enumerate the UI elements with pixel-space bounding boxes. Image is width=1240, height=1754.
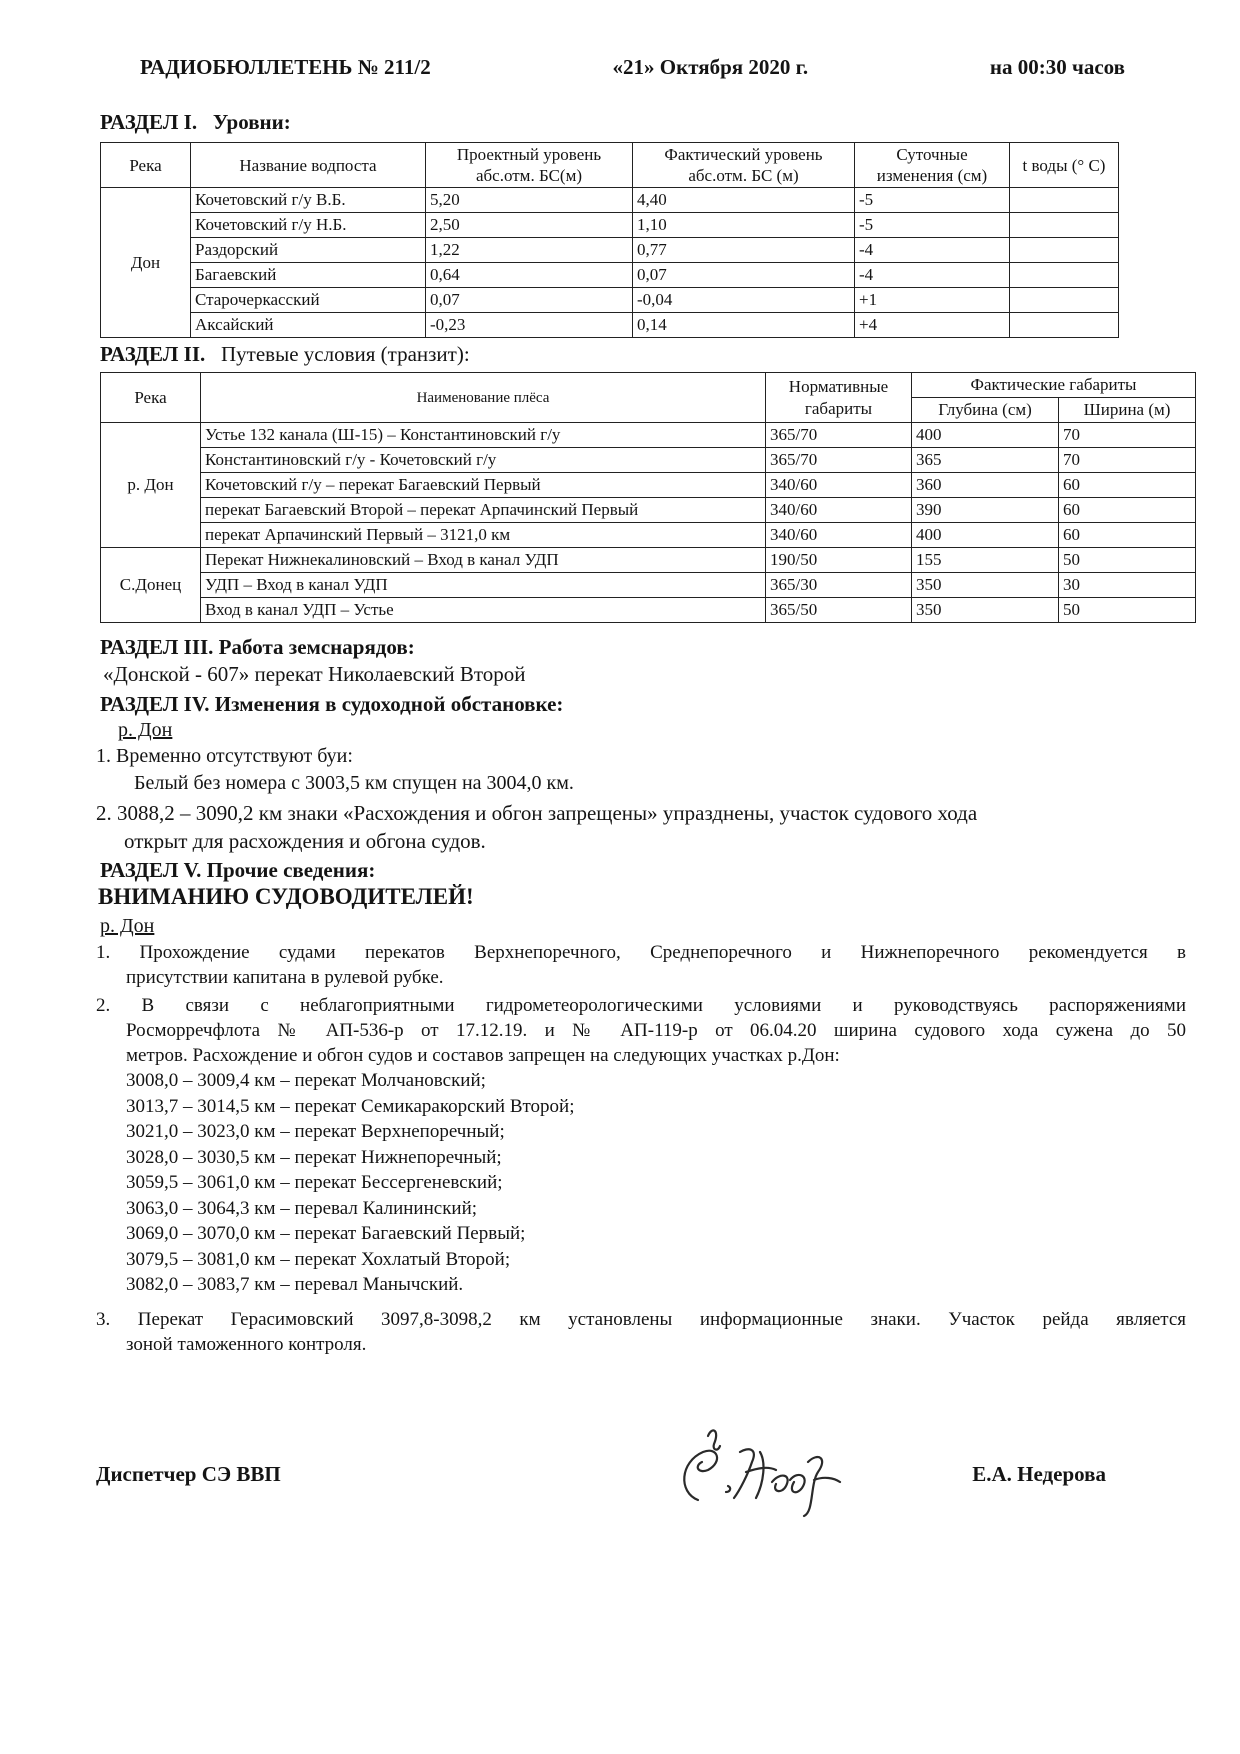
list-item: 3021,0 – 3023,0 км – перекат Верхнепоречный; [126,1121,505,1142]
levels-table [100,142,1119,338]
section5-item3: 3. Перекат Герасимовский 3097,8-3098,2 км установлены информационные знаки. Участок рейда является [96,1309,1186,1330]
table-row: перекат Арпачинский Первый – 3121,0 км 340/60 400 60 [101,523,1196,548]
col-daily-change: Суточные изменения (см) [855,143,1010,188]
table-row: Вход в канал УДП – Устье 365/50 350 50 [101,598,1196,623]
attention-heading: ВНИМАНИЮ СУДОВОДИТЕЛЕЙ! [98,884,474,909]
levels-header-row [101,143,1119,188]
section4-river: р. Дон [118,719,173,741]
table-row: Константиновский г/у - Кочетовский г/у 365/70 365 70 [101,448,1196,473]
col-river: Река [101,143,191,188]
section5-item2-cont2: метров. Расхождение и обгон судов и составов запрещен на следующих участках р.Дон: [126,1045,840,1066]
signature-block [96,1450,1106,1530]
river-cell: Дон [101,188,191,338]
table-row: перекат Багаевский Второй – перекат Арпачинский Первый 340/60 390 60 [101,498,1196,523]
section4-item1-detail: Белый без номера с 3003,5 км спущен на 3004,0 км. [134,772,574,794]
table-row: Старочеркасский 0,07 -0,04 +1 [101,288,1119,313]
dispatcher-name: Е.А. Недерова [972,1462,1106,1486]
river-cell: С.Донец [101,548,201,623]
restricted-sections-list [126,1068,575,1298]
section5-river: р. Дон [100,915,155,937]
section5-item1-cont: присутствии капитана в рулевой рубке. [126,967,444,988]
transit-table [100,372,1196,623]
bulletin-title: РАДИОБЮЛЛЕТЕНЬ № 211/2 [140,55,431,79]
list-item: 3069,0 – 3070,0 км – перекат Багаевский Первый; [126,1223,526,1244]
col-actual-level: Фактический уровень абс.отм. БС (м) [633,143,855,188]
section1-title: РАЗДЕЛ I. Уровни: [100,110,291,134]
section4-item2-cont: открыт для расхождения и обгона судов. [124,829,486,853]
col-river: Река [101,373,201,423]
table-row: Аксайский -0,23 0,14 +4 [101,313,1119,338]
bulletin-date: «21» Октября 2020 г. [612,55,809,79]
transit-header-row [101,373,1196,398]
section3-title: РАЗДЕЛ III. Работа земснарядов: [100,635,415,659]
list-item: 3082,0 – 3083,7 км – перевал Манычский. [126,1274,464,1295]
col-width: Ширина (м) [1059,398,1196,423]
table-row: С.Донец Перекат Нижнекалиновский – Вход в канал УДП 190/50 155 50 [101,548,1196,573]
table-row: Багаевский 0,64 0,07 -4 [101,263,1119,288]
river-cell: р. Дон [101,423,201,548]
table-row: Дон Кочетовский г/у В.Б. 5,20 4,40 -5 [101,188,1119,213]
section5-title: РАЗДЕЛ V. Прочие сведения: [100,858,376,882]
col-normative: Нормативные габариты [766,373,912,423]
table-row: УДП – Вход в канал УДП 365/30 350 30 [101,573,1196,598]
col-project-level: Проектный уровень абс.отм. БС(м) [426,143,633,188]
list-item: 3028,0 – 3030,5 км – перекат Нижнепоречный; [126,1146,502,1168]
dispatcher-role: Диспетчер СЭ ВВП [96,1462,281,1486]
table-row: р. Дон Устье 132 канала (Ш-15) – Константиновский г/у 365/70 400 70 [101,423,1196,448]
col-actual-group: Фактические габариты [912,373,1196,398]
section4-title: РАЗДЕЛ IV. Изменения в судоходной обстановке: [100,692,564,716]
section5-item1: 1. Прохождение судами перекатов Верхнепоречного, Среднепоречного и Нижнепоречного рекомендуется в [96,942,1186,963]
table-row: Кочетовский г/у – перекат Багаевский Первый 340/60 360 60 [101,473,1196,498]
table-row: Кочетовский г/у Н.Б. 2,50 1,10 -5 [101,213,1119,238]
section5-item2-cont1: Росморречфлота № АП-536-р от 17.12.19. и № АП-119-р от 06.04.20 ширина судового хода сужена до 50 [126,1020,1186,1041]
section2-title: РАЗДЕЛ II. Путевые условия (транзит): [100,342,470,366]
bulletin-time: на 00:30 часов [989,55,1125,79]
section4-item2: 2. 3088,2 – 3090,2 км знаки «Расхождения и обгон запрещены» упразднены, участок судового хода [96,801,978,825]
list-item: 3008,0 – 3009,4 км – перекат Молчановский; [126,1070,486,1091]
col-depth: Глубина (см) [912,398,1059,423]
col-post: Название водпоста [191,143,426,188]
section5-item2: 2. В связи с неблагоприятными гидрометеорологическими условиями и руководствуясь распоряжениями [96,995,1186,1016]
list-item: 3059,5 – 3061,0 км – перекат Бессергеневский; [126,1172,503,1193]
list-item: 3063,0 – 3064,3 км – перевал Калининский; [126,1197,478,1219]
section4-item1: 1. Временно отсутствуют буи: [96,745,353,767]
section5-item3-cont: зоной таможенного контроля. [126,1334,367,1355]
col-water-temp: t воды (° С) [1010,143,1119,188]
bulletin-header [140,55,1125,80]
table-row: Раздорский 1,22 0,77 -4 [101,238,1119,263]
col-stretch: Наименование плёса [201,373,766,423]
handwritten-signature [668,1422,848,1522]
dredger-info: «Донской - 607» перекат Николаевский Второй [103,662,526,686]
list-item: 3013,7 – 3014,5 км – перекат Семикаракорский Второй; [126,1095,575,1117]
list-item: 3079,5 – 3081,0 км – перекат Хохлатый Второй; [126,1248,511,1270]
